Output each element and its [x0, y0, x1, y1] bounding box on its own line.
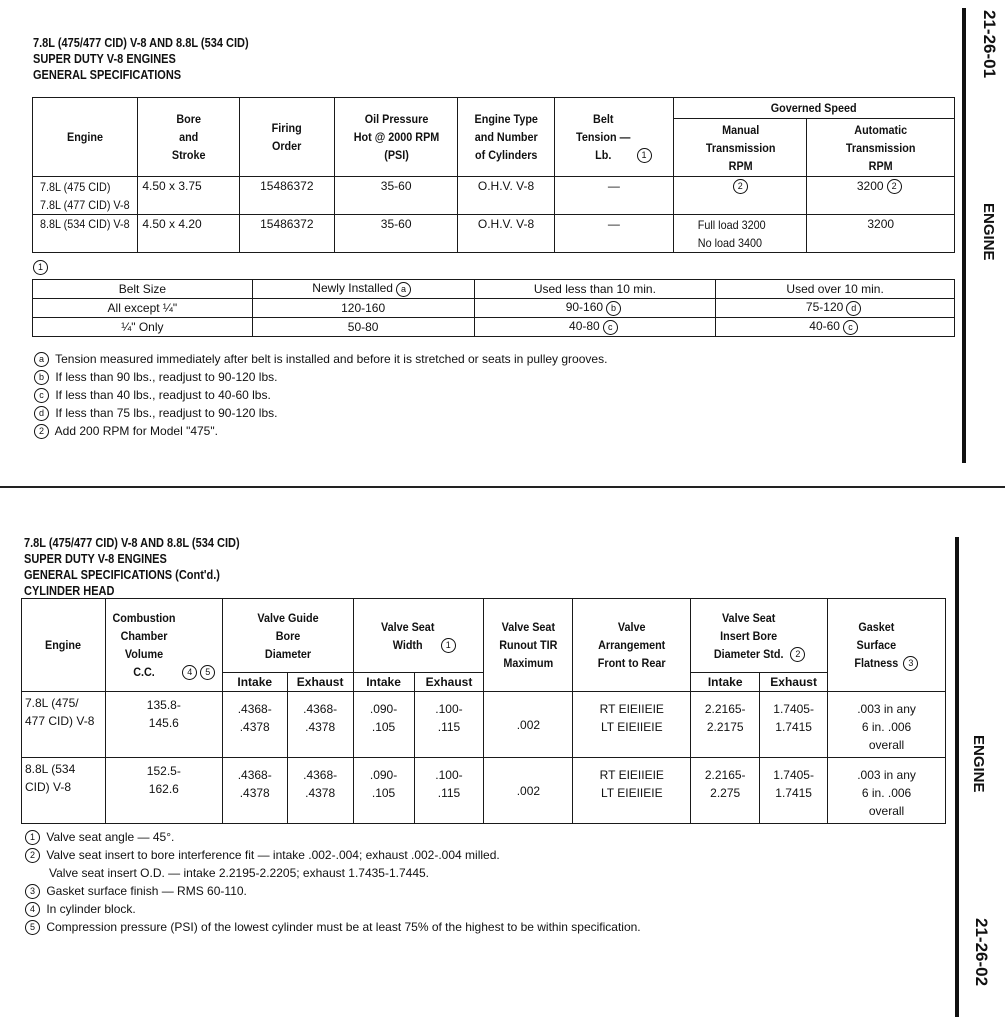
col-header-governed-speed: Governed Speed — [674, 98, 955, 119]
col-header-bore-stroke: Bore and Stroke — [138, 98, 239, 177]
footnote: 2 Valve seat insert to bore interference fit — intake .002-.004; exhaust .002-.004 milled. — [25, 846, 641, 864]
cell-bore-stroke: 4.50 x 3.75 — [142, 179, 202, 193]
page2-section-label: ENGINE — [970, 735, 987, 793]
col-header-automatic: Automatic Transmission RPM — [807, 119, 955, 177]
footnote: 1 Valve seat angle — 45°. — [25, 828, 641, 846]
col-header-belt-tension: Belt Tension — Lb. 1 — [554, 98, 673, 177]
cell-less10: 40-80 c — [474, 318, 716, 337]
note-marker: a — [396, 282, 411, 297]
note-marker: 2 — [887, 179, 902, 194]
cell-insert-exhaust: 1.7405- 1.7415 — [773, 702, 814, 734]
note-marker: d — [846, 301, 861, 316]
page1-side-rule — [962, 8, 966, 463]
note-marker: 2 — [790, 647, 805, 662]
col-header-engine-type: Engine Type and Number of Cylinders — [458, 98, 554, 177]
page2-title-line: 7.8L (475/477 CID) V-8 AND 8.8L (534 CID) — [24, 536, 240, 550]
belt-table-marker: 1 — [33, 259, 48, 277]
note-marker: 3 — [903, 656, 918, 671]
cell-guide-exhaust: .4368- .4378 — [303, 702, 338, 734]
col-header-manual: Manual Transmission RPM — [674, 119, 807, 177]
cell-combustion: 152.5- 162.6 — [146, 764, 181, 796]
col-header-seat-intake: Intake — [353, 673, 414, 692]
col-header-seat-width: Valve Seat Width 1 — [353, 599, 484, 673]
col-header-engine: Engine — [22, 599, 106, 692]
col-header-insert-bore: Valve Seat Insert Bore Diameter Std. 2 — [691, 599, 828, 673]
cell-seat-intake: .090- .105 — [369, 768, 398, 800]
page2-footnotes — [25, 828, 641, 936]
general-spec-table — [32, 97, 955, 253]
cell-gasket: .003 in any 6 in. .006 overall — [857, 768, 916, 818]
cell-insert-intake: 2.2165- 2.2175 — [704, 702, 746, 734]
col-header-combustion: Combustion Chamber Volume C.C. 4 5 — [105, 599, 222, 692]
belt-tension-table — [32, 279, 955, 337]
cell-engine-type: O.H.V. V-8 — [477, 217, 535, 231]
cell-size: ¼" Only — [33, 318, 253, 337]
note-marker: 1 — [637, 148, 652, 163]
col-header-arrangement: Valve Arrangement Front to Rear — [573, 599, 691, 692]
page1-title-line: 7.8L (475/477 CID) V-8 AND 8.8L (534 CID) — [33, 36, 249, 50]
footnote: Valve seat insert O.D. — intake 2.2195-2.2205; exhaust 1.7435-1.7445. — [49, 866, 430, 880]
footnote: 2 Add 200 RPM for Model "475". — [34, 422, 607, 440]
cell-guide-intake: .4368- .4378 — [237, 702, 272, 734]
footnote: d If less than 75 lbs., readjust to 90-120 lbs. — [34, 404, 607, 422]
col-header-firing-order: Firing Order — [239, 98, 334, 177]
note-marker: c — [843, 320, 858, 335]
page1-section-label: ENGINE — [980, 203, 997, 261]
page2-title-line: CYLINDER HEAD — [24, 584, 115, 598]
cell-guide-intake: .4368- .4378 — [237, 768, 272, 800]
cell-engine: 8.8L (534 CID) V-8 — [39, 217, 130, 231]
cell-engine-type: O.H.V. V-8 — [477, 179, 535, 193]
cell-engine: 7.8L (475 CID) 7.8L (477 CID) V-8 — [39, 179, 130, 212]
page1-page-number: 21-26-01 — [980, 10, 999, 79]
footnote: 4 In cylinder block. — [25, 900, 641, 918]
cell-runout: .002 — [516, 783, 541, 798]
page-divider — [0, 486, 1005, 488]
col-header-engine: Engine — [33, 98, 138, 177]
table-row — [33, 177, 955, 215]
cell-oil-pressure: 35-60 — [380, 179, 412, 193]
col-header-seat-exhaust: Exhaust — [414, 673, 484, 692]
col-header-oil-pressure: Oil Pressure Hot @ 2000 RPM (PSI) — [334, 98, 457, 177]
page2-page-number: 21-26-02 — [972, 918, 991, 987]
page2-side-rule — [955, 537, 959, 1017]
footnote: 3 Gasket surface finish — RMS 60-110. — [25, 882, 641, 900]
cell-over10: 75-120 d — [716, 299, 955, 318]
cell-seat-exhaust: .100- .115 — [435, 768, 463, 800]
cell-belt-tension: — — [607, 217, 620, 231]
footnote: b If less than 90 lbs., readjust to 90-120 lbs. — [34, 368, 607, 386]
cell-firing-order: 15486372 — [260, 217, 314, 231]
cell-belt-tension: — — [607, 179, 620, 193]
footnote: a Tension measured immediately after belt is installed and before it is stretched or seats in pulley grooves. — [34, 350, 607, 368]
table-row — [33, 299, 955, 318]
col-header-guide-bore: Valve Guide Bore Diameter — [222, 599, 353, 673]
cell-automatic: 3200 — [856, 179, 884, 193]
page1-title-line: GENERAL SPECIFICATIONS — [33, 68, 182, 82]
cell-bore-stroke: 4.50 x 4.20 — [142, 217, 202, 231]
page1-footnotes — [34, 350, 607, 440]
belt-header-over10: Used over 10 min. — [716, 280, 955, 299]
belt-table-header-row — [33, 280, 955, 299]
cell-seat-intake: .090- .105 — [369, 702, 398, 734]
cell-firing-order: 15486372 — [260, 179, 314, 193]
cell-arrangement: RT EIEIIEIE LT EIEIIEIE — [599, 702, 664, 734]
cell-insert-exhaust: 1.7405- 1.7415 — [773, 768, 814, 800]
cell-less10: 90-160 b — [474, 299, 716, 318]
page1-title — [33, 35, 249, 83]
cell-gasket: .003 in any 6 in. .006 overall — [857, 702, 916, 752]
table-row — [22, 692, 946, 758]
table-row — [33, 318, 955, 337]
cell-new: 50-80 — [252, 318, 474, 337]
cell-oil-pressure: 35-60 — [380, 217, 412, 231]
col-header-insert-exhaust: Exhaust — [760, 673, 828, 692]
belt-header-size: Belt Size — [33, 280, 253, 299]
table-row — [22, 758, 946, 824]
cell-new: 120-160 — [252, 299, 474, 318]
note-marker: b — [606, 301, 621, 316]
page2-title-line: SUPER DUTY V-8 ENGINES — [24, 552, 167, 566]
page2-title — [24, 535, 240, 599]
cell-automatic: 3200 — [867, 217, 895, 231]
note-marker: 1 — [441, 638, 456, 653]
note-marker: 5 — [200, 665, 215, 680]
cell-guide-exhaust: .4368- .4378 — [303, 768, 338, 800]
note-marker: 2 — [733, 179, 748, 194]
col-header-guide-exhaust: Exhaust — [287, 673, 353, 692]
belt-header-new: Newly Installed a — [252, 280, 474, 299]
footnote: 5 Compression pressure (PSI) of the lowest cylinder must be at least 75% of the highest to be within specification. — [25, 918, 641, 936]
table-row — [33, 215, 955, 253]
cell-arrangement: RT EIEIIEIE LT EIEIIEIE — [599, 768, 664, 800]
page1-title-line: SUPER DUTY V-8 ENGINES — [33, 52, 176, 66]
cell-over10: 40-60 c — [716, 318, 955, 337]
note-marker: 4 — [182, 665, 197, 680]
cylinder-head-table — [21, 598, 946, 824]
cell-runout: .002 — [516, 717, 541, 732]
cell-manual: Full load 3200 No load 3400 — [697, 217, 766, 250]
cell-engine: 8.8L (534 CID) V-8 — [25, 762, 76, 794]
cell-insert-intake: 2.2165- 2.275 — [704, 768, 746, 800]
cell-combustion: 135.8- 145.6 — [146, 698, 181, 730]
footnote: c If less than 40 lbs., readjust to 40-60 lbs. — [34, 386, 607, 404]
note-marker: c — [603, 320, 618, 335]
page2-title-line: GENERAL SPECIFICATIONS (Cont'd.) — [24, 568, 220, 582]
col-header-insert-intake: Intake — [691, 673, 760, 692]
col-header-runout: Valve Seat Runout TIR Maximum — [484, 599, 573, 692]
belt-header-less10: Used less than 10 min. — [474, 280, 716, 299]
cell-engine: 7.8L (475/ 477 CID) V-8 — [25, 696, 95, 728]
cell-size: All except ¼" — [33, 299, 253, 318]
cell-seat-exhaust: .100- .115 — [435, 702, 463, 734]
col-header-gasket: Gasket Surface Flatness 3 — [828, 599, 946, 692]
col-header-guide-intake: Intake — [222, 673, 287, 692]
